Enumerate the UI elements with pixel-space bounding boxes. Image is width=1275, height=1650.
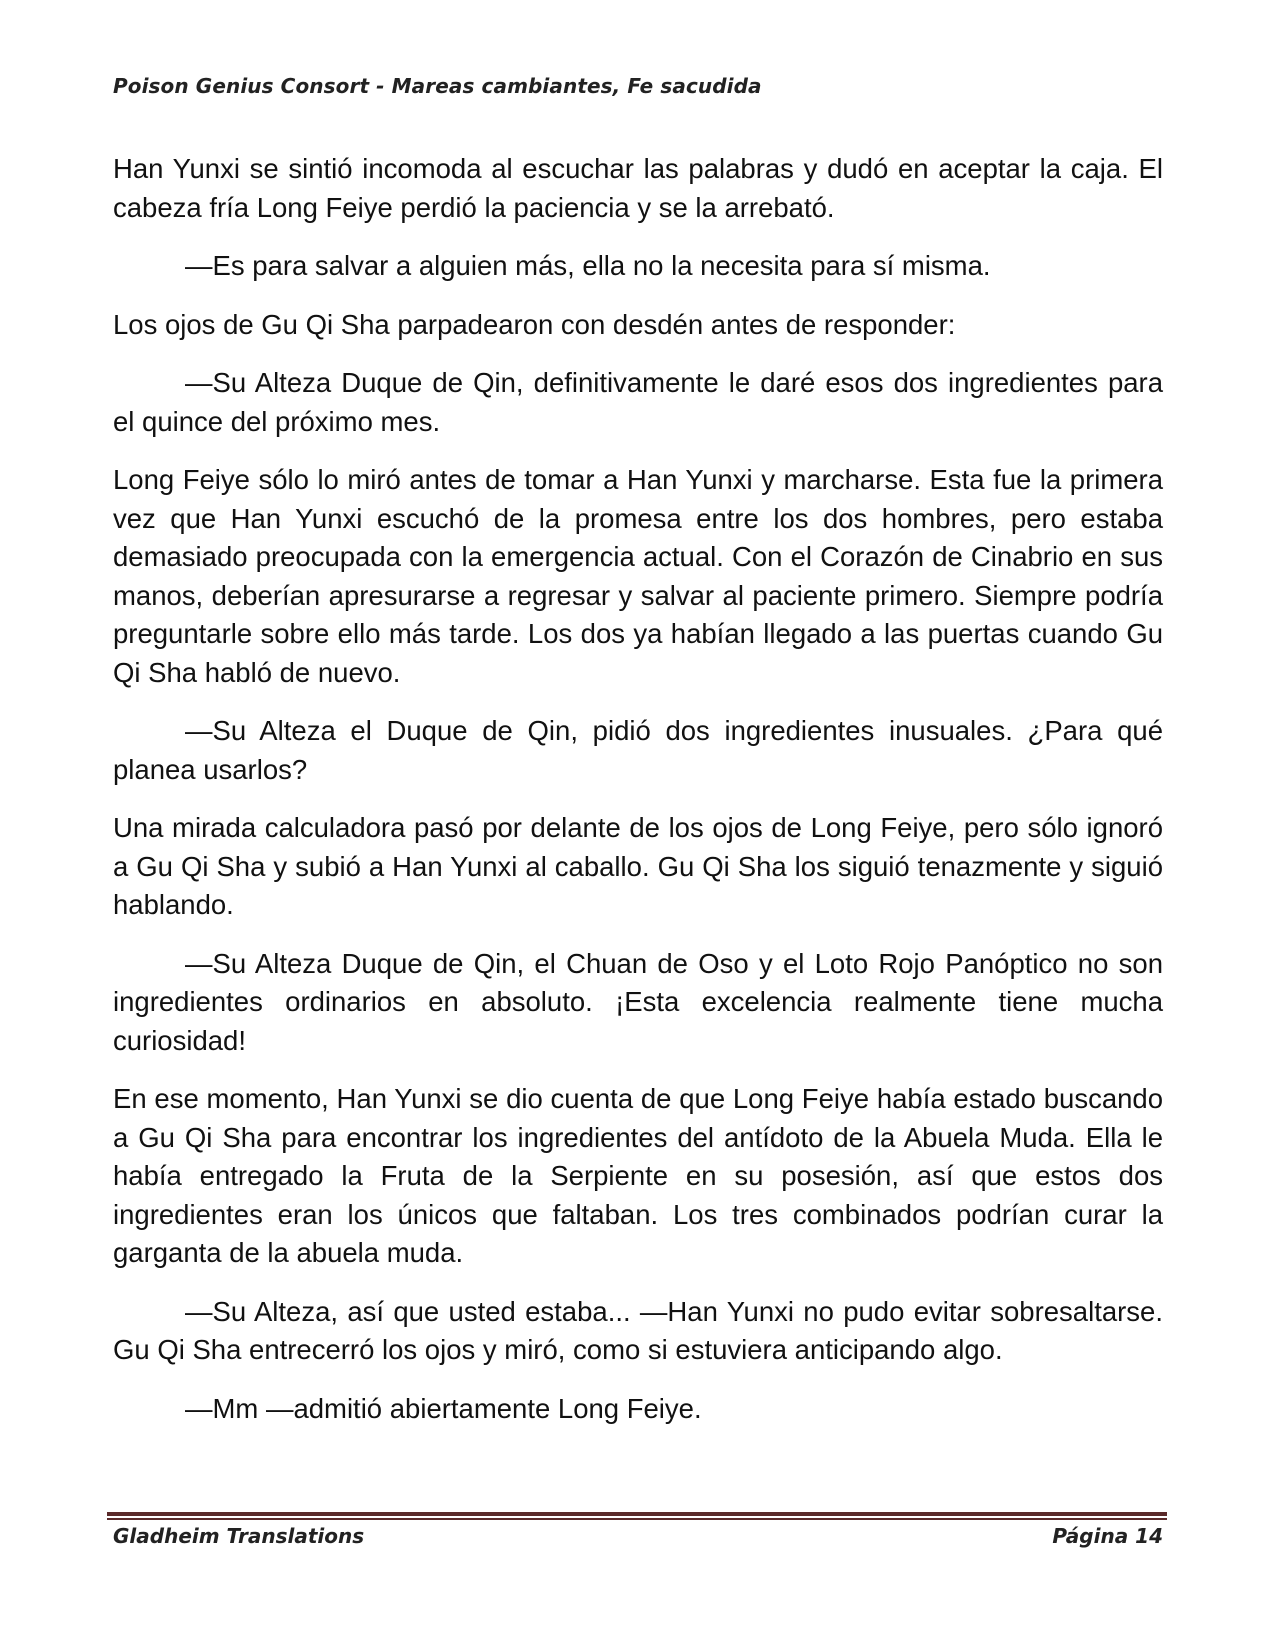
paragraph: Han Yunxi se sintió incomoda al escuchar las palabras y dudó en aceptar la caja. El cabeza fría Long Feiye perdió la paciencia y se la arrebató. — [113, 153, 1163, 223]
body-text — [113, 150, 1163, 1448]
dialog-paragraph: —Su Alteza el Duque de Qin, pidió dos ingredientes inusuales. ¿Para qué planea usarlos? — [113, 715, 1163, 785]
dialog-paragraph: —Su Alteza, así que usted estaba... —Han Yunxi no pudo evitar sobresaltarse. Gu Qi Sha entrecerró los ojos y miró, como si estuviera anticipando algo. — [113, 1295, 1163, 1365]
paragraph: Una mirada calculadora pasó por delante de los ojos de Long Feiye, pero sólo ignoró a Gu Qi Sha y subió a Han Yunxi al caballo. Gu Qi Sha los siguió tenazmente y siguió hablando. — [113, 812, 1163, 920]
footer-divider-thick — [107, 1512, 1167, 1516]
dialog-paragraph: —Es para salvar a alguien más, ella no la necesita para sí misma. — [185, 250, 991, 281]
footer-divider — [107, 1512, 1167, 1520]
paragraph: Los ojos de Gu Qi Sha parpadearon con desdén antes de responder: — [113, 308, 956, 340]
footer-divider-thin — [107, 1518, 1167, 1520]
dialog-paragraph: —Su Alteza Duque de Qin, el Chuan de Oso y el Loto Rojo Panóptico no son ingredientes ordinarios en absoluto. ¡Esta excelencia realmente tiene mucha curiosidad! — [113, 947, 1163, 1056]
paragraph: En ese momento, Han Yunxi se dio cuenta de que Long Feiye había estado buscando a Gu Qi Sha para encontrar los ingredientes del antídoto de la Abuela Muda. Ella le había entregado la Fruta de la Serpiente en su posesión, así que estos dos ingredientes eran los únicos que faltaban. Los tres combinados podrían curar la garganta de la abuela muda. — [113, 1083, 1163, 1268]
dialog-paragraph: —Mm —admitió abiertamente Long Feiye. — [185, 1392, 702, 1424]
paragraph: Long Feiye sólo lo miró antes de tomar a Han Yunxi y marcharse. Esta fue la primera vez que Han Yunxi escuchó de la promesa entre los dos hombres, pero estaba demasiado preocupada con la emergencia actual. Con el Corazón de Cinabrio en sus manos, deberían apresurarse a regresar y salvar al paciente primero. Siempre podría preguntarle sobre ello más tarde. Los dos ya habían llegado a las puertas cuando Gu Qi Sha habló de nuevo. — [113, 464, 1163, 688]
page-header-title: Poison Genius Consort - Mareas cambiantes, Fe sacudida — [113, 74, 762, 98]
footer-credit: Gladheim Translations — [113, 1524, 365, 1548]
dialog-paragraph: —Su Alteza Duque de Qin, definitivamente le daré esos dos ingredientes para el quince del próximo mes. — [113, 367, 1163, 437]
page-number: Página 14 — [1052, 1524, 1163, 1548]
